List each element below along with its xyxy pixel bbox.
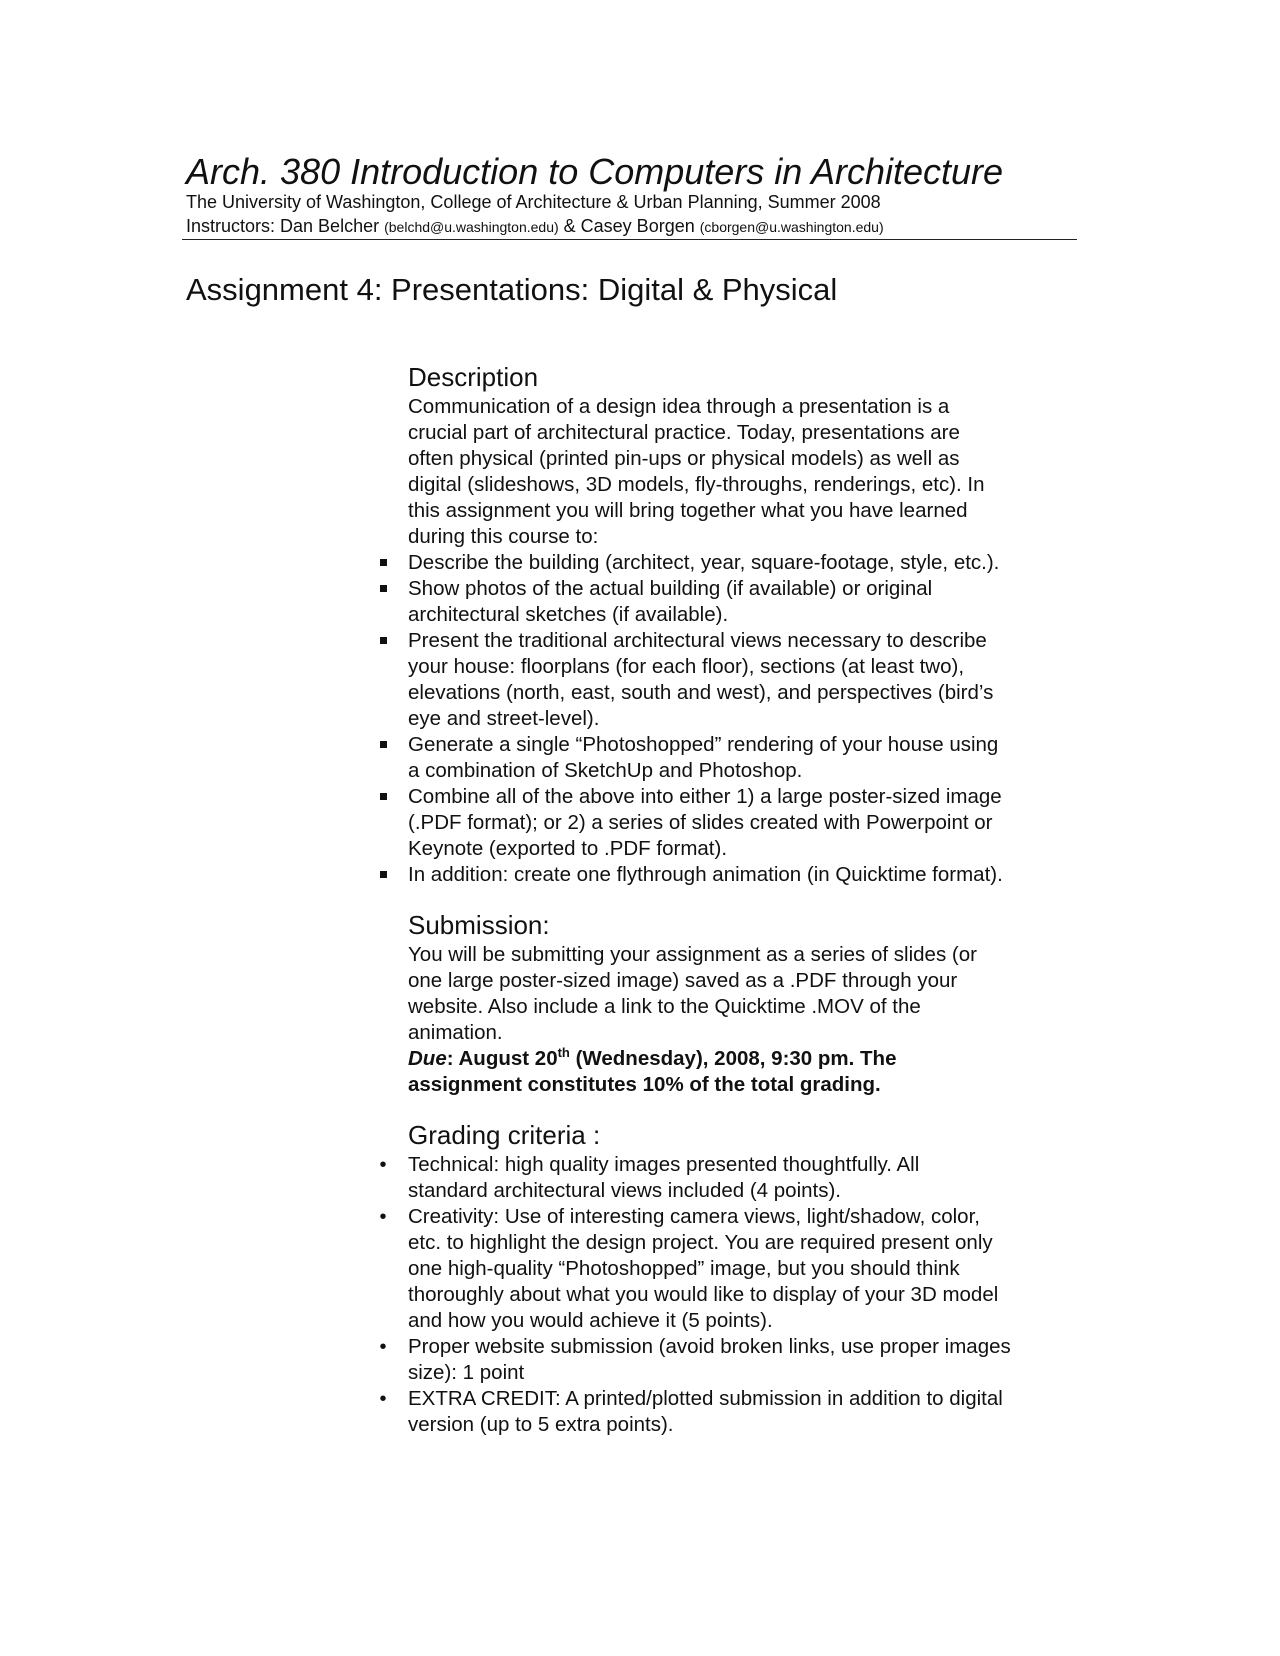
institution-line: The University of Washington, College of Architecture & Urban Planning, Summer 2008 — [186, 192, 881, 212]
list-item — [408, 862, 1098, 888]
list-item-line: Show photos of the actual building (if available) or original — [408, 577, 933, 600]
description-line: this assignment you will bring together what you have learned — [408, 499, 968, 522]
due-label: Due — [408, 1047, 447, 1070]
description-line: during this course to: — [408, 525, 599, 548]
square-bullet-icon — [373, 862, 393, 888]
submission-line: animation. — [408, 1021, 503, 1044]
due-date-rest: (Wednesday), 2008, 9:30 pm. The — [569, 1047, 897, 1070]
list-item-line: architectural sketches (if available). — [408, 603, 729, 626]
list-item — [379, 1386, 1098, 1438]
list-item-line: version (up to 5 extra points). — [408, 1413, 674, 1436]
list-item-line: your house: floorplans (for each floor), sections (at least two), — [408, 655, 965, 678]
submission-heading: Submission: — [408, 910, 550, 940]
list-item — [379, 1152, 1098, 1204]
instructors-amp: & Casey Borgen — [563, 216, 695, 236]
content-column — [379, 360, 1098, 1438]
list-item-line: eye and street-level). — [408, 707, 600, 730]
list-item-line: In addition: create one flythrough animation (in Quicktime format). — [408, 863, 1003, 886]
list-item-line: Creativity: Use of interesting camera views, light/shadow, color, — [408, 1205, 980, 1228]
course-title: Arch. 380 Introduction to Computers in Architecture — [186, 151, 1004, 192]
bullet-icon: • — [379, 1336, 387, 1358]
list-item — [408, 784, 1098, 862]
description-line: Communication of a design idea through a presentation is a — [408, 395, 950, 418]
square-bullet-icon — [373, 576, 393, 602]
description-paragraph — [408, 394, 1098, 550]
square-bullet-icon — [373, 550, 393, 576]
square-bullet-icon — [373, 784, 393, 810]
description-heading: Description — [408, 362, 539, 392]
due-date-suffix: th — [557, 1045, 570, 1061]
instructors-label: Instructors: Dan Belcher — [186, 216, 380, 236]
list-item — [408, 732, 1098, 784]
grading-list — [379, 1152, 1098, 1438]
submission-paragraph — [408, 942, 1098, 1046]
due-date: : August 20 — [446, 1047, 558, 1070]
list-item-line: size): 1 point — [408, 1361, 525, 1384]
instructor2-email: (cborgen@u.washington.edu) — [699, 219, 884, 235]
grading-weight-line: assignment constitutes 10% of the total grading. — [408, 1073, 881, 1096]
submission-line: one large poster-sized image) saved as a .PDF through your — [408, 969, 958, 992]
due-date-line — [408, 1046, 1098, 1072]
list-item — [379, 1334, 1098, 1386]
description-line: often physical (printed pin-ups or physical models) as well as — [408, 447, 960, 470]
submission-line: website. Also include a link to the Quicktime .MOV of the — [408, 995, 921, 1018]
list-item-line: standard architectural views included (4 points). — [408, 1179, 841, 1202]
header-divider — [182, 239, 1077, 240]
list-item-line: Present the traditional architectural views necessary to describe — [408, 629, 987, 652]
list-item-line: (.PDF format); or 2) a series of slides created with Powerpoint or — [408, 811, 993, 834]
list-item-line: Technical: high quality images presented thoughtfully. All — [408, 1153, 920, 1176]
list-item-line: Describe the building (architect, year, square-footage, style, etc.). — [408, 551, 1000, 574]
list-item — [408, 550, 1098, 576]
description-line: crucial part of architectural practice. Today, presentations are — [408, 421, 960, 444]
list-item-line: thoroughly about what you would like to display of your 3D model — [408, 1283, 999, 1306]
bullet-icon: • — [379, 1388, 387, 1410]
square-bullet-icon — [373, 628, 393, 654]
list-item-line: one high-quality “Photoshopped” image, but you should think — [408, 1257, 960, 1280]
description-list — [408, 550, 1098, 888]
list-item-line: Proper website submission (avoid broken links, use proper images — [408, 1335, 1011, 1358]
list-item — [408, 576, 1098, 628]
bullet-icon: • — [379, 1206, 387, 1228]
list-item — [379, 1204, 1098, 1334]
list-item-line: Keynote (exported to .PDF format). — [408, 837, 728, 860]
description-line: digital (slideshows, 3D models, fly-throughs, renderings, etc). In — [408, 473, 985, 496]
list-item-line: Combine all of the above into either 1) a large poster-sized image — [408, 785, 1002, 808]
list-item-line: and how you would achieve it (5 points). — [408, 1309, 773, 1332]
list-item — [408, 628, 1098, 732]
list-item-line: a combination of SketchUp and Photoshop. — [408, 759, 803, 782]
list-item-line: elevations (north, east, south and west), and perspectives (bird’s — [408, 681, 994, 704]
list-item-line: etc. to highlight the design project. You are required present only — [408, 1231, 993, 1254]
assignment-title: Assignment 4: Presentations: Digital & Physical — [186, 272, 838, 307]
square-bullet-icon — [373, 732, 393, 758]
instructor1-email: (belchd@u.washington.edu) — [384, 219, 559, 235]
grading-heading: Grading criteria : — [408, 1120, 601, 1150]
bullet-icon: • — [379, 1154, 387, 1176]
list-item-line: Generate a single “Photoshopped” rendering of your house using — [408, 733, 999, 756]
submission-line: You will be submitting your assignment as a series of slides (or — [408, 943, 977, 966]
list-item-line: EXTRA CREDIT: A printed/plotted submission in addition to digital — [408, 1387, 1003, 1410]
instructors-line — [186, 214, 1086, 239]
